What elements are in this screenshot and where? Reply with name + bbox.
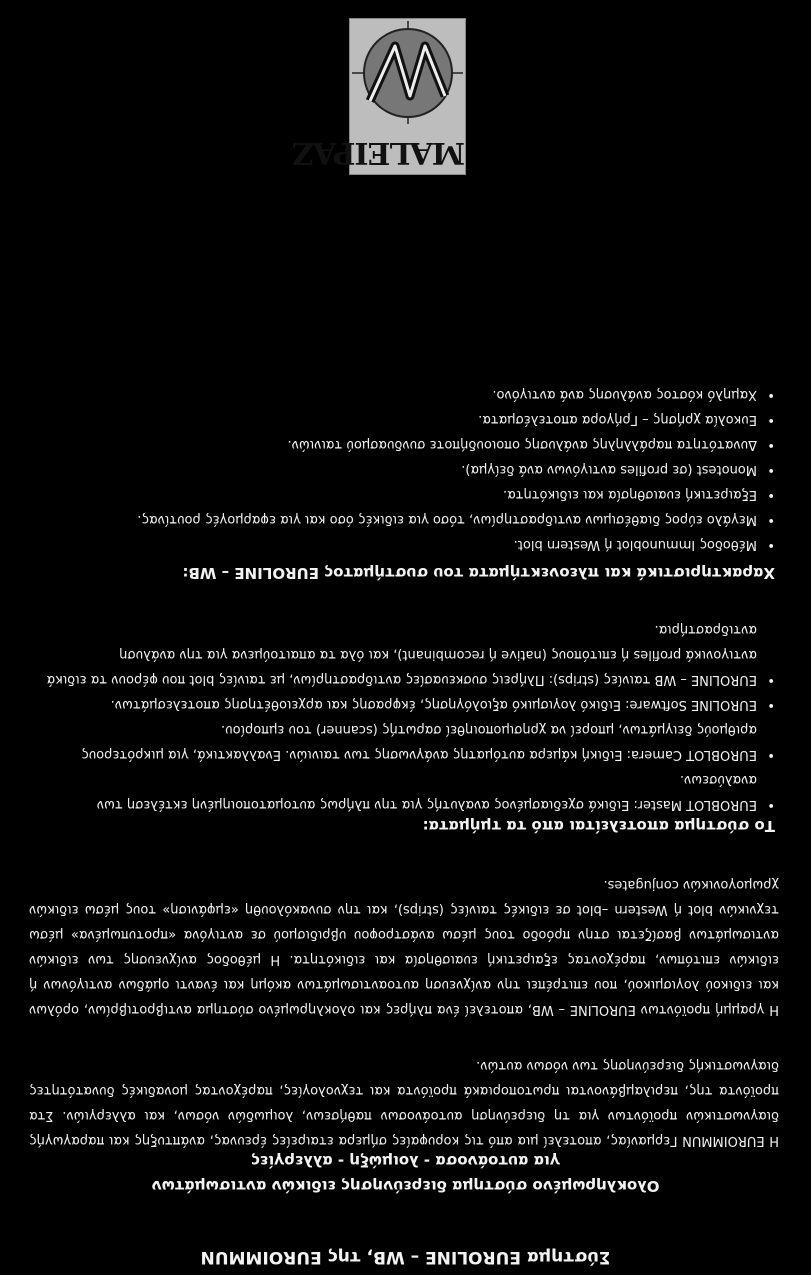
page-subtitle: Ολοκληρωμένο σύστημα διερεύνησης ειδικών αντισωμάτων (151, 1177, 660, 1195)
logo-emblem-icon (350, 19, 465, 126)
list-item: • Χαμηλό κόστος ανάλυσης ανά αντιγόνο. (30, 382, 775, 407)
list-item: • Monotest (σε profiles αντιγόνων ανά δείγμα). (30, 457, 775, 482)
product-paragraph: Η γραμμή προϊόντων EUROLINE – WB, αποτελεί ένα πλήρες και ολοκληρωμένο σύστημα αντιβροτιβρίων, ορόλων και ειδικού λογισμικού, που επιτρέπει την ανίχνευση αυτοαντισωμάτων ακόμη και έναντι ομάδων αντιγόνων ή ειδικών επιτόπων, παρέχοντας εξαιρετική ευαισθησία και ειδικότητα. Η μέθοδος ανίχνευσης των ειδικών αντισωμάτων βασίζεται στην πρόοδο τους μέσω ανάστροφου υβριδισμού σε αντιγόνα «προτυπωμένα» μέσω τεχνικών blot ή Western –blot σε ειδικές ταινίες (strips), και την συνακόλουθη «εμφάνιση» τους μέσω ειδικών χρωμογονικών conjugates. (29, 877, 779, 1017)
list-item: • EUROLINE – WB ταινίες (strips): Πλήρεις συσκευασίες αντιδραστηρίων, με ταινίες blot που φέρουν τα ειδικά αντιγονικά profiles ή επιτόπους (native ή recombinant), και όλα τα απαιτούμενα για την ανάλυση αντιδραστήρια. (30, 617, 775, 692)
features-list (30, 382, 775, 557)
components-list (30, 617, 775, 817)
features-heading: Χαρακτηριστικά και πλεονεκτήματα του συστήματος EUROLINE – WB: (182, 564, 775, 582)
list-item: • Ευκολία χρήσης – Γρήγορα αποτελέσματα. (30, 407, 775, 432)
list-item: • Μεγάλο εύρος διαθέσιμων αντιδραστηρίων, τόσο για ειδικές όσο και για εφαρμογές ρουτίνας. (30, 507, 775, 532)
components-heading: Το σύστημα αποτελείται από τα τμήματα: (422, 817, 775, 835)
page-subtitle-second: για αυτοάνοσα - λοιμώξη - αλλεργίες (251, 1152, 560, 1170)
list-item: • Μέθοδος Immunoblot ή Western blot. (30, 532, 775, 557)
list-item: • Εξαιρετική ευαισθησία και ειδικότητα. (30, 482, 775, 507)
company-logo (292, 18, 466, 175)
intro-paragraph: Η EUROIMMUN Γερμανίας, αποτελεί μια από τις κορυφαίες σήμερα εταιρείες έρευνας, ανάπτυξης και παραγωγής διαγνωστικών προϊόντων για τη διερεύνηση αυτοάνοσων παθήσεων, λοιμωδών νόσων, και αλλεργιών. Στα προϊόντα της, περιλαμβάνονται πρωτοποριακά προϊόντα και τεχνολογίες, παρέχοντας μοναδικές δυνατότητες διαγνωστικής διερεύνησης των νόσων αυτών. (29, 1058, 779, 1148)
logo-wordmark: MALEIPAZ (292, 135, 465, 170)
list-item: • EUROBLOT Camera: Ειδική κάμερα αυτόματης ανάγνωσης των ταινιών. Εναλλακτικά, για μικρότερους αριθμούς δειγμάτων, μπορεί να χρησιμοποιηθεί σαρωτής (scanner) του εμπορίου. (30, 717, 775, 767)
list-item: • Δυνατότητα παράλληλης ανάλυσης οποιουδήποτε συνδυασμού ταινιών. (30, 432, 775, 457)
page-title: Σύστημα EUROLINE – WB, της EUROIMMUN (200, 1247, 611, 1267)
list-item: • EUROLINE Software: Ειδικό λογισμικό αξιολόγησης, έκφρασης και αρχειοθέτησης αποτελεσμάτων. (30, 692, 775, 717)
list-item: • EUROBLOT Master: Ειδικά σχεδιασμένος αναλυτής για την πλήρως αυτοματοποιημένη εκτέλεση των αναλύσεων. (30, 767, 775, 817)
